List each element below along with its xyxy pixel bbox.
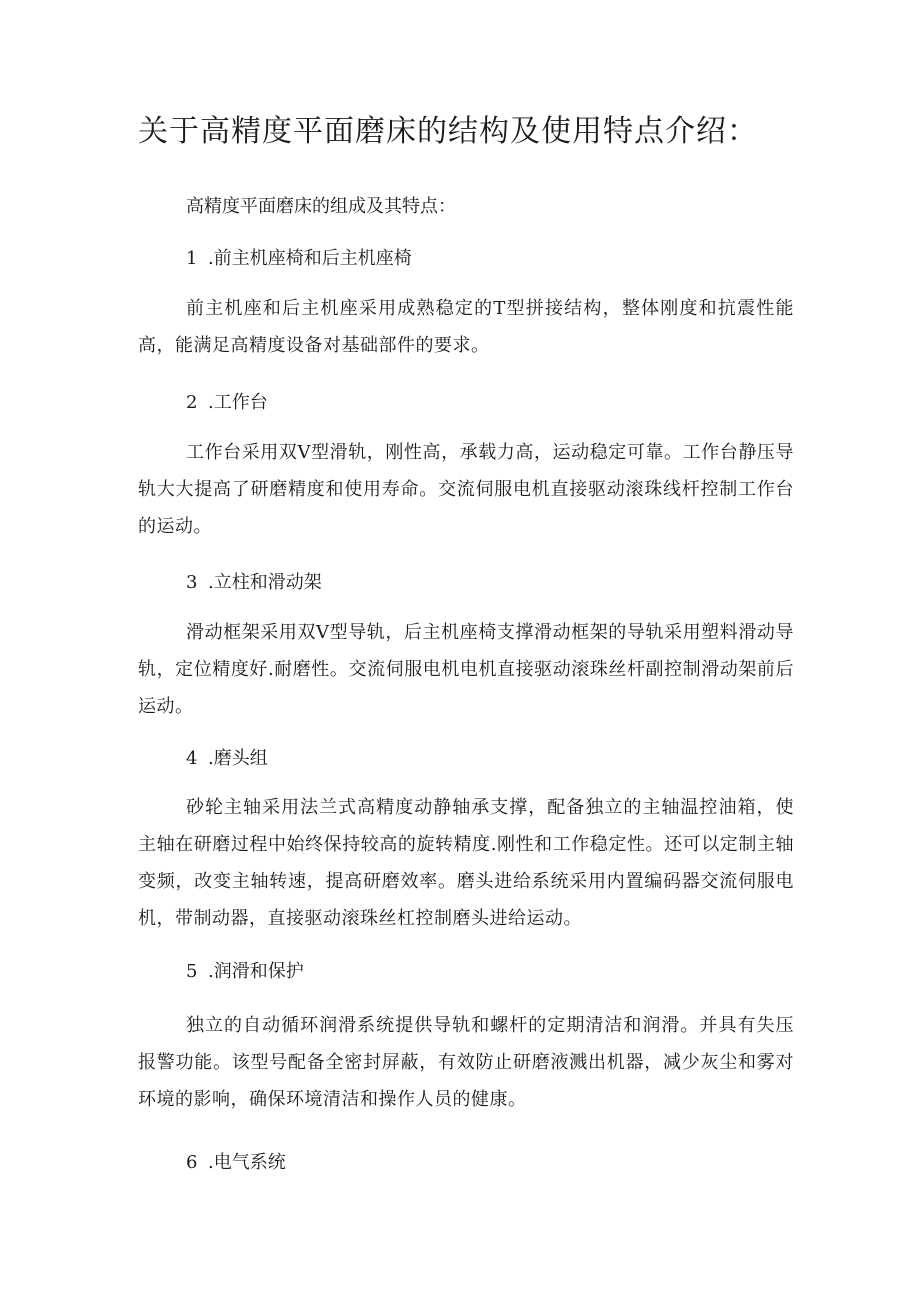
- section-body-2: 工作台采用双V型滑轨，刚性高，承载力高，运动稳定可靠。工作台静压导轨大大提高了研磨精度和使用寿命。交流伺服电机直接驱动滚珠线杆控制工作台的运动。: [138, 442, 794, 537]
- section-number: 6: [186, 1152, 198, 1173]
- section-heading-text: .磨头组: [208, 748, 268, 769]
- section-heading-2: [186, 388, 268, 418]
- section-body-5: 独立的自动循环润滑系统提供导轨和螺杆的定期清洁和润滑。并具有失压报警功能。该型号配备全密封屏蔽，有效防止研磨液溅出机器，减少灰尘和雾对环境的影响，确保环境清洁和操作人员的健康。: [138, 1015, 794, 1110]
- section-heading-text: .立柱和滑动架: [208, 572, 322, 593]
- section-number: 2: [186, 392, 198, 413]
- intro-text: 高精度平面磨床的组成及其特点：: [186, 196, 456, 217]
- section-heading-3: [186, 568, 322, 598]
- section-number: 1: [186, 248, 198, 269]
- section-heading-text: .润滑和保护: [208, 961, 304, 982]
- page-title: 关于高精度平面磨床的结构及使用特点介绍：: [138, 114, 758, 149]
- section-heading-1: [186, 244, 412, 274]
- section-number: 4: [186, 748, 198, 769]
- section-body-4: 砂轮主轴采用法兰式高精度动静轴承支撑，配备独立的主轴温控油箱，使主轴在研磨过程中始终保持较高的旋转精度.刚性和工作稳定性。还可以定制主轴变频，改变主轴转速，提高研磨效率。磨头进给系统采用内置编码器交流伺服电机，带制动器，直接驱动滚珠丝杠控制磨头进给运动。: [138, 797, 794, 929]
- section-heading-5: [186, 957, 304, 987]
- section-number: 3: [186, 572, 198, 593]
- section-body-1: 前主机座和后主机座采用成熟稳定的T型拼接结构，整体刚度和抗震性能高，能满足高精度设备对基础部件的要求。: [138, 298, 794, 356]
- section-heading-text: .电气系统: [208, 1152, 286, 1173]
- section-heading-6: [186, 1148, 286, 1178]
- section-number: 5: [186, 961, 198, 982]
- section-heading-4: [186, 744, 268, 774]
- section-heading-text: .工作台: [208, 392, 268, 413]
- section-body-3: 滑动框架采用双V型导轨，后主机座椅支撑滑动框架的导轨采用塑料滑动导轨，定位精度好.耐磨性。交流伺服电机电机直接驱动滚珠丝杆副控制滑动架前后运动。: [138, 622, 794, 717]
- section-heading-text: .前主机座椅和后主机座椅: [208, 248, 412, 269]
